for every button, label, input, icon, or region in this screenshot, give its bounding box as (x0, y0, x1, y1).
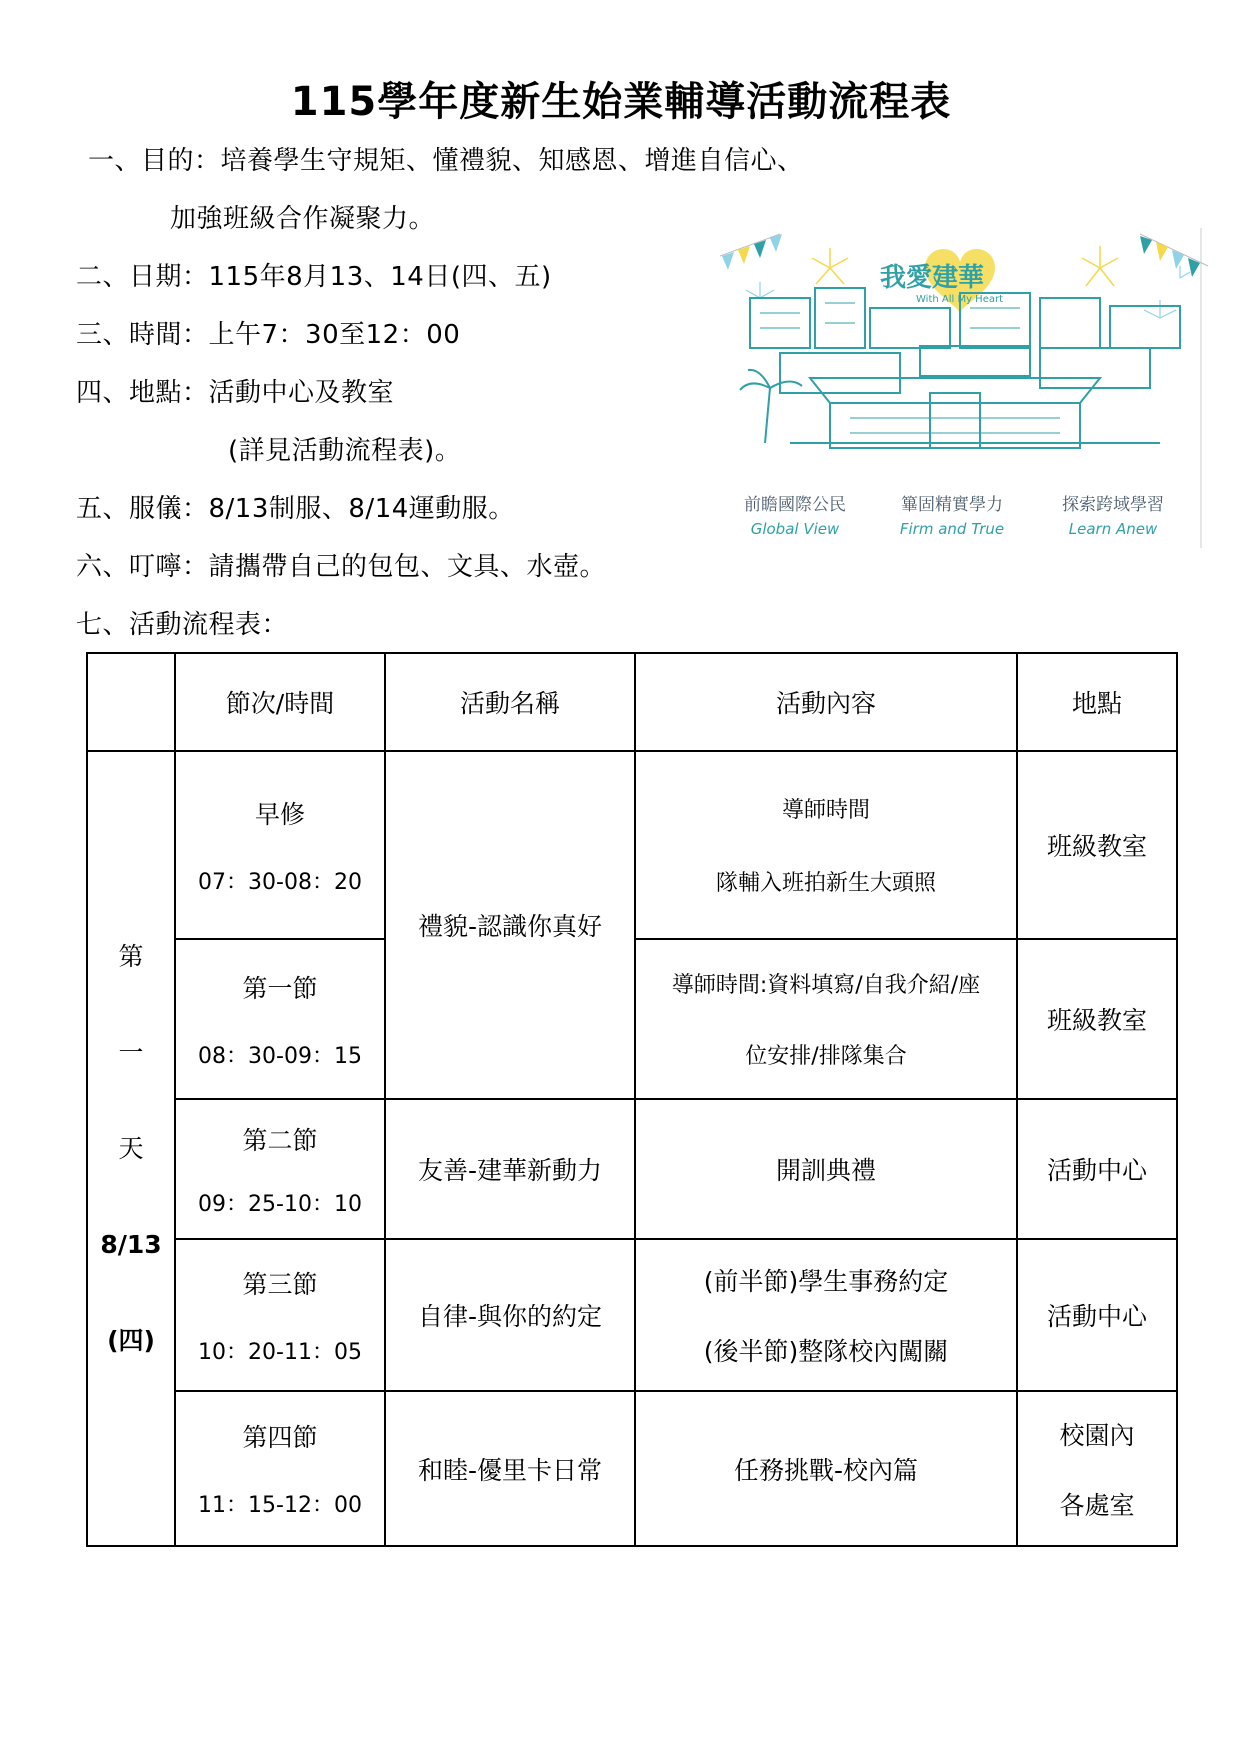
content-line-2: 隊輔入班拍新生大頭照 (715, 871, 936, 896)
date-line: 二、日期：115年8月13、14日(四、五) (76, 262, 552, 292)
motto-2-en: Firm and True (899, 520, 1005, 538)
schedule-label: 七、活動流程表： (76, 610, 289, 640)
period-cell (175, 1391, 385, 1546)
header-location: 地點 (1017, 653, 1177, 751)
table-row (87, 751, 1177, 939)
day-label-cell (87, 751, 175, 1546)
day-date: 8/13 (100, 1229, 162, 1259)
period-time: 11：15-12：00 (198, 1493, 362, 1518)
merged-activity-cell: 禮貌-認識你真好 (385, 751, 635, 1099)
motto-3-zh: 探索跨域學習 (1062, 495, 1164, 515)
purpose-line-1: 一、目的：培養學生守規矩、懂禮貌、知感恩、增進自信心、 (88, 146, 804, 176)
content-cell: 任務挑戰-校內篇 (635, 1391, 1017, 1546)
period-cell (175, 939, 385, 1099)
logo-heading: 我愛建華 (880, 263, 985, 293)
day-char-2: 一 (118, 1037, 144, 1067)
place-line-1: 四、地點：活動中心及教室 (76, 378, 395, 408)
period-time: 10：20-11：05 (198, 1339, 362, 1365)
reminder-line: 六、叮嚀：請攜帶自己的包包、文具、水壺。 (76, 552, 607, 582)
table-row (87, 1239, 1177, 1391)
page-title: 115學年度新生始業輔導活動流程表 (290, 79, 952, 125)
time-line: 三、時間：上午7：30至12：00 (76, 320, 461, 350)
period-time: 08：30-09：15 (198, 1043, 362, 1069)
activity-cell: 友善-建華新動力 (385, 1099, 635, 1239)
activity-cell: 自律-與你的約定 (385, 1239, 635, 1391)
content-line-1: 導師時間 (781, 798, 870, 823)
activity-cell: 和睦-優里卡日常 (385, 1391, 635, 1546)
period-time: 07：30-08：20 (198, 869, 362, 895)
period-time: 09：25-10：10 (198, 1191, 362, 1217)
day-char-3: 天 (118, 1133, 144, 1163)
location-cell: 活動中心 (1017, 1099, 1177, 1239)
period-name: 第二節 (242, 1125, 318, 1155)
motto-2-zh: 篳固精實學力 (901, 495, 1003, 515)
table-row (87, 1391, 1177, 1546)
motto-1-en: Global View (750, 520, 840, 538)
day-char-1: 第 (118, 941, 144, 971)
attire-line: 五、服儀：8/13制服、8/14運動服。 (76, 494, 515, 524)
purpose-line-2: 加強班級合作凝聚力。 (170, 204, 436, 234)
table-header-row (87, 653, 1177, 751)
motto-1-zh: 前瞻國際公民 (744, 495, 846, 515)
motto-3-en: Learn Anew (1068, 520, 1158, 538)
header-day (87, 653, 175, 751)
period-cell (175, 1099, 385, 1239)
location-cell (1017, 1391, 1177, 1546)
period-name: 第四節 (242, 1423, 318, 1452)
content-cell: 開訓典禮 (635, 1099, 1017, 1239)
logo-subheading: With All My Heart (916, 294, 1004, 305)
content-line-1: (前半節)學生事務約定 (703, 1267, 949, 1296)
content-cell (635, 939, 1017, 1099)
content-cell (635, 1239, 1017, 1391)
location-cell: 班級教室 (1017, 751, 1177, 939)
location-cell: 班級教室 (1017, 939, 1177, 1099)
content-line-2: (後半節)整隊校內闖關 (703, 1337, 949, 1366)
period-name: 早修 (254, 799, 305, 829)
content-cell (635, 751, 1017, 939)
period-cell (175, 1239, 385, 1391)
schedule-table (86, 652, 1178, 1547)
period-cell (175, 751, 385, 939)
header-period: 節次/時間 (175, 653, 385, 751)
location-line-1: 校園內 (1059, 1420, 1135, 1450)
content-line-1: 導師時間:資料填寫/自我介紹/座 (671, 973, 981, 998)
place-line-2: (詳見活動流程表)。 (228, 436, 462, 466)
day-weekday: (四) (107, 1325, 155, 1355)
header-activity: 活動名稱 (385, 653, 635, 751)
period-name: 第三節 (242, 1269, 318, 1299)
content-line-2: 位安排/排隊集合 (745, 1044, 907, 1069)
location-line-2: 各處室 (1059, 1490, 1135, 1520)
header-content: 活動內容 (635, 653, 1017, 751)
location-cell: 活動中心 (1017, 1239, 1177, 1391)
table-row (87, 1099, 1177, 1239)
period-name: 第一節 (242, 973, 318, 1003)
